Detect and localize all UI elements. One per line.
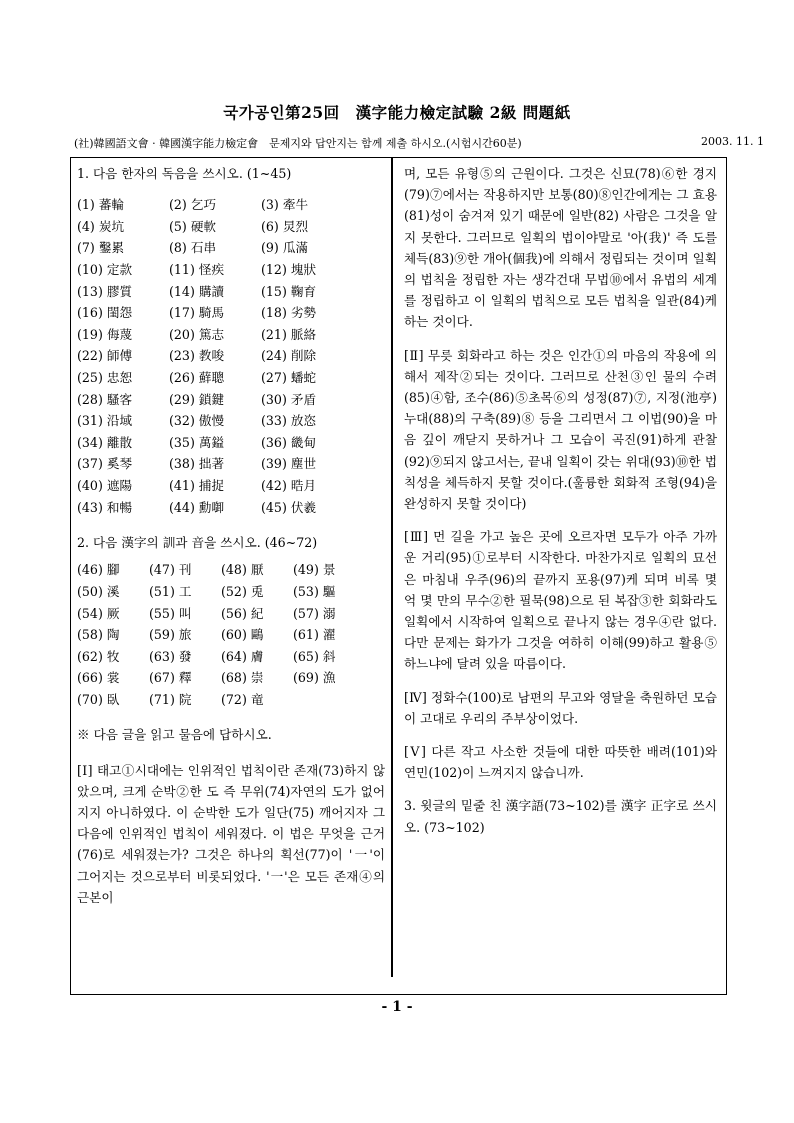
question-item	[77, 475, 169, 497]
item-hanja: 削除	[290, 348, 317, 364]
question-item	[169, 410, 261, 432]
item-hanja: 篤志	[198, 326, 225, 342]
exam-subtitle	[74, 135, 764, 151]
item-hanja: 發	[178, 648, 192, 664]
item-number: (60)	[221, 627, 247, 643]
question-item	[261, 281, 385, 303]
item-hanja: 塵世	[290, 456, 317, 472]
question-item	[77, 667, 149, 689]
item-hanja: 陶	[106, 627, 120, 643]
item-number: (41)	[169, 477, 195, 493]
item-hanja: 濯	[322, 627, 336, 643]
item-hanja: 膚	[250, 648, 264, 664]
question-item	[221, 689, 293, 711]
item-number: (19)	[77, 326, 103, 342]
item-hanja: 購讀	[198, 283, 225, 299]
item-hanja: 蘚聰	[198, 369, 225, 385]
item-number: (36)	[261, 434, 287, 450]
question-item	[169, 367, 261, 389]
item-hanja: 崇	[250, 670, 264, 686]
item-hanja: 驅	[322, 583, 336, 599]
item-hanja: 刊	[178, 562, 192, 578]
q3-heading: 3. 윗글의 밑줄 친 漢字語(73~102)를 漢字 正字로 쓰시오. (73~102)	[404, 798, 717, 835]
q1-heading: 1. 다음 한자의 독음을 쓰시오. (1~45)	[77, 166, 292, 181]
item-number: (25)	[77, 369, 103, 385]
question-item	[221, 603, 293, 625]
question-item	[149, 603, 221, 625]
item-hanja: 師傅	[106, 348, 133, 364]
question-item	[77, 497, 169, 519]
item-number: (50)	[77, 583, 103, 599]
question-item	[221, 559, 293, 581]
question-item	[149, 689, 221, 711]
question-item	[77, 259, 169, 281]
item-hanja: 牽牛	[282, 197, 309, 213]
item-number: (2)	[169, 197, 187, 213]
item-number: (43)	[77, 499, 103, 515]
question-item	[293, 581, 385, 603]
item-number: (23)	[169, 348, 195, 364]
item-number: (35)	[169, 434, 195, 450]
item-hanja: 蟠蛇	[290, 369, 317, 385]
item-number: (6)	[261, 218, 279, 234]
item-number: (40)	[77, 477, 103, 493]
passage-paragraph: [Ⅱ] 무릇 회화라고 하는 것은 인간①의 마음의 작용에 의해서 제작②되는 것이다. 그러므로 산천③인 물의 수려(85)④함, 조수(86)⑤초목⑥의 성정(87)⑦, 지정(池亭)누대(88)의 구축(89)⑧ 등을 그리면서 그 이법(90)을 마음 깊이 깨닫지 못하거나 그 모습이 곡진(91)하게 관찰(92)⑨되지 않고서는, 끝내 일획이 갖는 위대(93)⑩한 법칙성을 체득하지 못할 것이다.(훌륭한 회화적 조형(94)을 완성하지 못할 것이다)	[404, 347, 717, 512]
question-item	[77, 237, 169, 259]
item-number: (12)	[261, 261, 287, 277]
question-item	[169, 194, 261, 216]
item-hanja: 院	[178, 691, 192, 707]
column-divider	[391, 157, 393, 977]
item-hanja: 侮蔑	[106, 326, 133, 342]
item-number: (11)	[169, 261, 195, 277]
question-item	[261, 345, 385, 367]
item-number: (64)	[221, 648, 247, 664]
item-hanja: 奚琴	[106, 456, 133, 472]
question-item	[149, 559, 221, 581]
question-item	[261, 432, 385, 454]
question-item	[77, 281, 169, 303]
item-hanja: 漁	[322, 670, 336, 686]
item-number: (42)	[261, 477, 287, 493]
org-instruction: (社)韓國語文會 · 韓國漢字能力檢定會 문제지와 답안지는 함께 제출 하시오.(시험시간60분)	[74, 137, 522, 150]
item-number: (38)	[169, 456, 195, 472]
item-hanja: 騷客	[106, 391, 133, 407]
item-hanja: 鞠育	[290, 283, 317, 299]
item-hanja: 怪疾	[198, 261, 225, 277]
item-hanja: 脈絡	[290, 326, 317, 342]
item-number: (7)	[77, 240, 95, 256]
item-number: (29)	[169, 391, 195, 407]
question-item	[261, 259, 385, 281]
item-number: (8)	[169, 240, 187, 256]
question-item	[169, 345, 261, 367]
question-item	[169, 259, 261, 281]
question-item	[77, 410, 169, 432]
passage-paragraph: [Ⅳ] 정화수(100)로 남편의 무고와 영달을 축원하던 모습이 고대로 우리의 주부상이었다.	[404, 689, 717, 726]
item-number: (71)	[149, 691, 175, 707]
q2-heading: 2. 다음 漢字의 訓과 音을 쓰시오. (46~72)	[77, 535, 318, 551]
item-number: (31)	[77, 413, 103, 429]
question-item	[261, 389, 385, 411]
question-item	[77, 432, 169, 454]
item-hanja: 鎖鍵	[198, 391, 225, 407]
question-item	[77, 345, 169, 367]
item-number: (51)	[149, 583, 175, 599]
question-item	[77, 324, 169, 346]
item-hanja: 斜	[322, 648, 336, 664]
item-hanja: 離散	[106, 434, 133, 450]
item-hanja: 蕃輪	[98, 197, 125, 213]
item-hanja: 景	[322, 562, 336, 578]
question-item	[261, 302, 385, 324]
item-number: (28)	[77, 391, 103, 407]
passage-paragraph: [Ⅴ] 다른 작고 사소한 것들에 대한 따뜻한 배려(101)와 연민(102)이 느껴지지 않습니까.	[404, 744, 717, 781]
question-item	[261, 453, 385, 475]
passage-paragraph: 며, 모든 유형⑤의 근원이다. 그것은 신묘(78)⑥한 경지(79)⑦에서는 작용하지만 보통(80)⑧인간에게는 그 효용(81)성이 숨겨져 있기 때문에 일반(82) 사람은 그것을 알지 못한다. 그러므로 일획의 법이야말로 '아(我)' 즉 도를 체득(83)⑨한 개아(個我)에 의해서 정립되는 것이며 일획의 법칙을 정립한 자는 생각건대 무법⑩에서 유법의 세계를 정립하고 이 일획의 법칙으로 모든 법칙을 일관(84)케 하는 것이다.	[404, 166, 717, 330]
question-item	[221, 667, 293, 689]
question-item	[77, 559, 149, 581]
item-number: (70)	[77, 691, 103, 707]
question-item	[261, 194, 385, 216]
item-number: (57)	[293, 605, 319, 621]
item-hanja: 遮陽	[106, 477, 133, 493]
item-number: (56)	[221, 605, 247, 621]
item-number: (26)	[169, 369, 195, 385]
item-number: (9)	[261, 240, 279, 256]
question-item	[77, 689, 149, 711]
item-hanja: 兎	[250, 583, 264, 599]
passage-paragraph: [Ⅲ] 먼 길을 가고 높은 곳에 오르자면 모두가 아주 가까운 거리(95)①로부터 시작한다. 마찬가지로 일획의 묘선은 마침내 우주(96)의 끝까지 포용(97)케 되며 비록 몇 억 몇 만의 무수②한 필묵(98)으로 된 복잡③한 회화라도 일획에서 시작하여 일획으로 끝나지 않는 경우④란 없다. 다만 문제는 화가가 그것을 여하히 이해(99)하고 활용⑤하느냐에 달려 있을 따름이다.	[404, 529, 717, 672]
question-item	[77, 216, 169, 238]
item-hanja: 工	[178, 583, 192, 599]
question-item	[293, 603, 385, 625]
question-item	[149, 624, 221, 646]
question-item	[261, 216, 385, 238]
question-item	[169, 302, 261, 324]
item-hanja: 溪	[106, 583, 120, 599]
item-hanja: 定款	[106, 261, 133, 277]
item-number: (10)	[77, 261, 103, 277]
item-number: (58)	[77, 627, 103, 643]
item-hanja: 竜	[250, 691, 264, 707]
item-hanja: 瓜滿	[282, 240, 309, 256]
item-number: (20)	[169, 326, 195, 342]
item-number: (47)	[149, 562, 175, 578]
question-item	[77, 194, 169, 216]
question-item	[261, 324, 385, 346]
question-item	[293, 667, 385, 689]
item-hanja: 伏羲	[290, 499, 317, 515]
exam-date: 2003. 11. 1	[701, 135, 764, 148]
question-item	[293, 646, 385, 668]
q2-items	[77, 559, 385, 710]
question-item	[261, 475, 385, 497]
item-number: (65)	[293, 648, 319, 664]
item-number: (30)	[261, 391, 287, 407]
item-number: (52)	[221, 583, 247, 599]
page-title: 국가공인第25回 漢字能力檢定試驗 2級 問題紙	[223, 103, 571, 122]
item-hanja: 拙著	[198, 456, 225, 472]
item-number: (72)	[221, 691, 247, 707]
item-hanja: 閨怨	[106, 305, 133, 321]
item-number: (3)	[261, 197, 279, 213]
item-hanja: 叫	[178, 605, 192, 621]
item-hanja: 晧月	[290, 477, 317, 493]
passage-left: [Ⅰ] 태고①시대에는 인위적인 법칙이란 존재(73)하지 않았으며, 크게 순박②한 도 즉 무위(74)자연의 도가 없어지지 아니하였다. 이 순박한 도가 일단(75) 깨어지자 그 다음에 인위적인 법칙이 세워졌다. 이 법은 무엇을 근거(76)로 세워졌는가? 그것은 하나의 획선(77)이 '一'이 그어지는 것으로부터 비롯되었다. '一'은 모든 존재④의 근본이	[77, 762, 385, 905]
item-number: (54)	[77, 605, 103, 621]
question-item	[77, 603, 149, 625]
question-item	[169, 475, 261, 497]
item-hanja: 旅	[178, 627, 192, 643]
item-hanja: 矛盾	[290, 391, 317, 407]
question-item	[77, 453, 169, 475]
item-number: (68)	[221, 670, 247, 686]
item-number: (5)	[169, 218, 187, 234]
item-number: (37)	[77, 456, 103, 472]
question-item	[293, 559, 385, 581]
item-hanja: 騎馬	[198, 305, 225, 321]
item-hanja: 鷗	[250, 627, 264, 643]
item-hanja: 傲慢	[198, 413, 225, 429]
question-item	[169, 216, 261, 238]
item-number: (14)	[169, 283, 195, 299]
item-number: (24)	[261, 348, 287, 364]
question-item	[221, 646, 293, 668]
question-item	[77, 367, 169, 389]
item-number: (59)	[149, 627, 175, 643]
item-number: (21)	[261, 326, 287, 342]
item-number: (34)	[77, 434, 103, 450]
item-number: (62)	[77, 648, 103, 664]
item-number: (27)	[261, 369, 287, 385]
item-hanja: 裳	[106, 670, 120, 686]
page-number: - 1 -	[381, 999, 413, 1015]
item-hanja: 炭坑	[98, 218, 125, 234]
item-number: (15)	[261, 283, 287, 299]
item-hanja: 牧	[106, 648, 120, 664]
item-hanja: 乞巧	[190, 197, 217, 213]
question-item	[169, 453, 261, 475]
question-item	[77, 581, 149, 603]
item-hanja: 萬鎰	[198, 434, 225, 450]
item-hanja: 厥	[106, 605, 120, 621]
item-number: (55)	[149, 605, 175, 621]
item-number: (53)	[293, 583, 319, 599]
item-number: (33)	[261, 413, 287, 429]
item-number: (45)	[261, 499, 287, 515]
question-item	[261, 497, 385, 519]
item-hanja: 畿甸	[290, 434, 317, 450]
item-hanja: 和暢	[106, 499, 133, 515]
question-item	[149, 667, 221, 689]
item-number: (4)	[77, 218, 95, 234]
q1-items	[77, 194, 385, 518]
item-hanja: 紀	[250, 605, 264, 621]
item-number: (13)	[77, 283, 103, 299]
right-column	[404, 163, 717, 850]
question-item	[77, 624, 149, 646]
item-hanja: 教唆	[198, 348, 225, 364]
item-number: (46)	[77, 562, 103, 578]
item-hanja: 放恣	[290, 413, 317, 429]
item-hanja: 腳	[106, 562, 120, 578]
item-number: (17)	[169, 305, 195, 321]
question-item	[169, 497, 261, 519]
item-number: (16)	[77, 305, 103, 321]
item-number: (39)	[261, 456, 287, 472]
item-number: (48)	[221, 562, 247, 578]
item-hanja: 厭	[250, 562, 264, 578]
item-number: (32)	[169, 413, 195, 429]
item-hanja: 膠質	[106, 283, 133, 299]
item-number: (63)	[149, 648, 175, 664]
question-item	[261, 237, 385, 259]
question-item	[149, 646, 221, 668]
item-hanja: 硬軟	[190, 218, 217, 234]
question-item	[221, 624, 293, 646]
item-hanja: 捕捉	[198, 477, 225, 493]
item-hanja: 劣勢	[290, 305, 317, 321]
item-hanja: 忠恕	[106, 369, 133, 385]
item-number: (49)	[293, 562, 319, 578]
item-number: (61)	[293, 627, 319, 643]
item-hanja: 溺	[322, 605, 336, 621]
question-item	[221, 581, 293, 603]
left-column	[77, 163, 385, 908]
item-hanja: 釋	[178, 670, 192, 686]
question-item	[149, 581, 221, 603]
question-item	[169, 432, 261, 454]
item-number: (1)	[77, 197, 95, 213]
item-hanja: 鑿累	[98, 240, 125, 256]
item-hanja: 炅烈	[282, 218, 309, 234]
item-hanja: 勳啣	[198, 499, 225, 515]
question-item	[77, 302, 169, 324]
item-number: (69)	[293, 670, 319, 686]
instruction: ※ 다음 글을 읽고 물음에 답하시오.	[77, 727, 272, 743]
item-hanja: 臥	[106, 691, 120, 707]
question-item	[261, 367, 385, 389]
item-hanja: 塊狀	[290, 261, 317, 277]
item-number: (67)	[149, 670, 175, 686]
question-item	[293, 624, 385, 646]
item-hanja: 沿域	[106, 413, 133, 429]
question-item	[169, 389, 261, 411]
item-number: (44)	[169, 499, 195, 515]
item-hanja: 石串	[190, 240, 217, 256]
question-item	[169, 237, 261, 259]
item-number: (18)	[261, 305, 287, 321]
item-number: (22)	[77, 348, 103, 364]
question-item	[77, 646, 149, 668]
question-item	[169, 281, 261, 303]
question-item	[77, 389, 169, 411]
question-item	[261, 410, 385, 432]
item-number: (66)	[77, 670, 103, 686]
question-item	[169, 324, 261, 346]
